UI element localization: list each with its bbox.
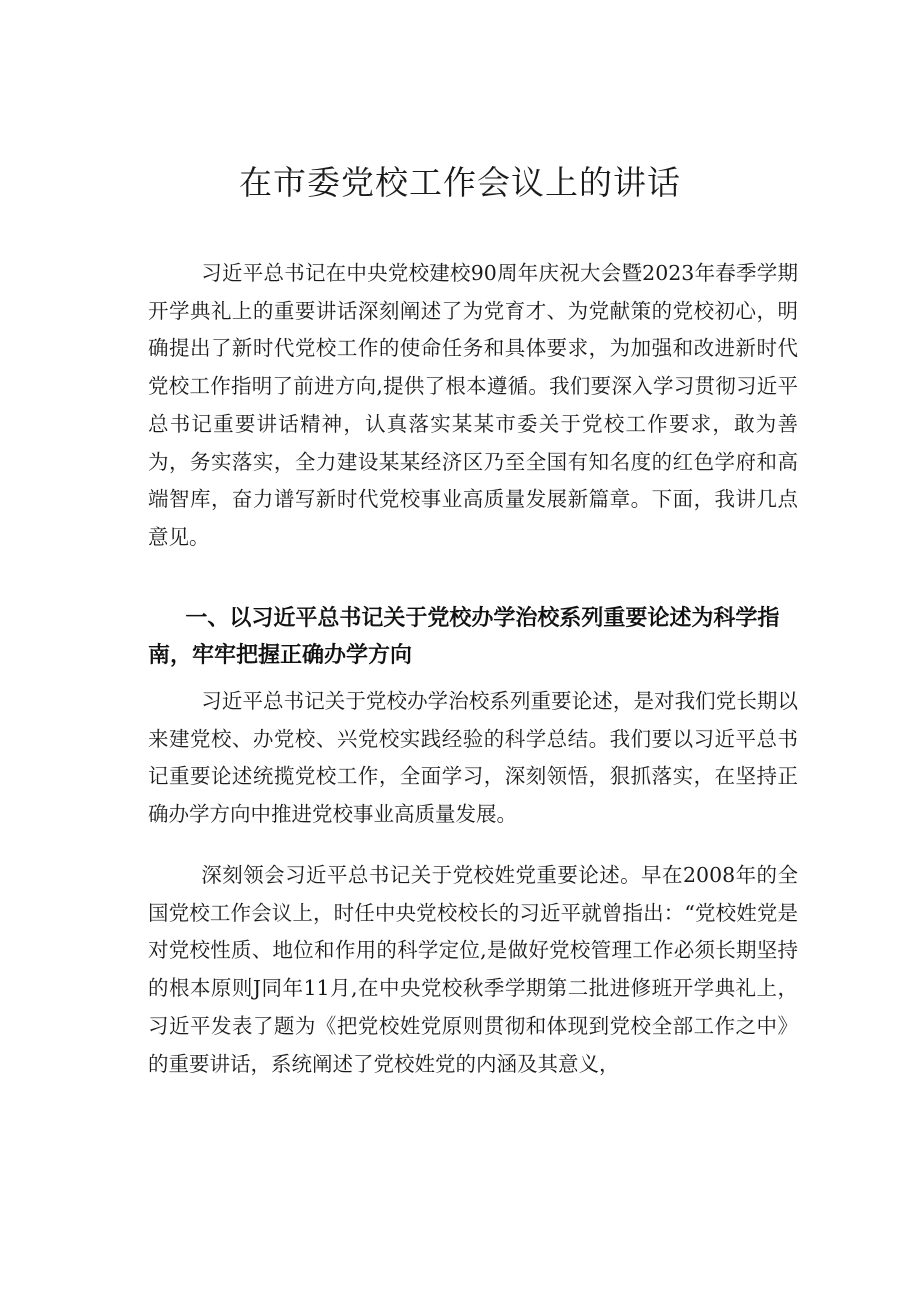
paragraph-party-nature: 深刻领会习近平总书记关于党校姓党重要论述。早在2008年的全国党校工作会议上，时任中央党校校长的习近平就曾指出：“党校姓党是对党校性质、地位和作用的科学定位,是做好党校管理工作必须长期坚持的根本原则J同年11月,在中央党校秋季学期第二批进修班开学典礼上，习近平发表了题为《把党校姓党原则贯彻和体现到党校全部工作之中》的重要讲话，系统阐述了党校姓党的内涵及其意义， (148, 863, 798, 1076)
document-title: 在市委党校工作会议上的讲话 (239, 163, 681, 202)
section-heading-1: 一、以习近平总书记关于党校办学治校系列重要论述为科学指南，牢牢把握正确办学方向 (148, 606, 780, 668)
paragraph-section1-overview: 习近平总书记关于党校办学治校系列重要论述，是对我们党长期以来建党校、办党校、兴党校实践经验的科学总结。我们要以习近平总书记重要论述统揽党校工作，全面学习，深刻领悟，狠抓落实，在坚持正确办学方向中推进党校事业高质量发展。 (148, 689, 798, 827)
paragraph-intro: 习近平总书记在中央党校建校90周年庆祝大会暨2023年春季学期开学典礼上的重要讲话深刻阐述了为党育才、为党献策的党校初心，明确提出了新时代党校工作的使命任务和具体要求，为加强和改进新时代党校工作指明了前进方向,提供了根本遵循。我们要深入学习贯彻习近平总书记重要讲话精神，认真落实某某市委关于党校工作要求，敢为善为，务实落实，全力建设某某经济区乃至全国有知名度的红色学府和高端智库，奋力谱写新时代党校事业高质量发展新篇章。下面，我讲几点意见。 (148, 261, 798, 549)
